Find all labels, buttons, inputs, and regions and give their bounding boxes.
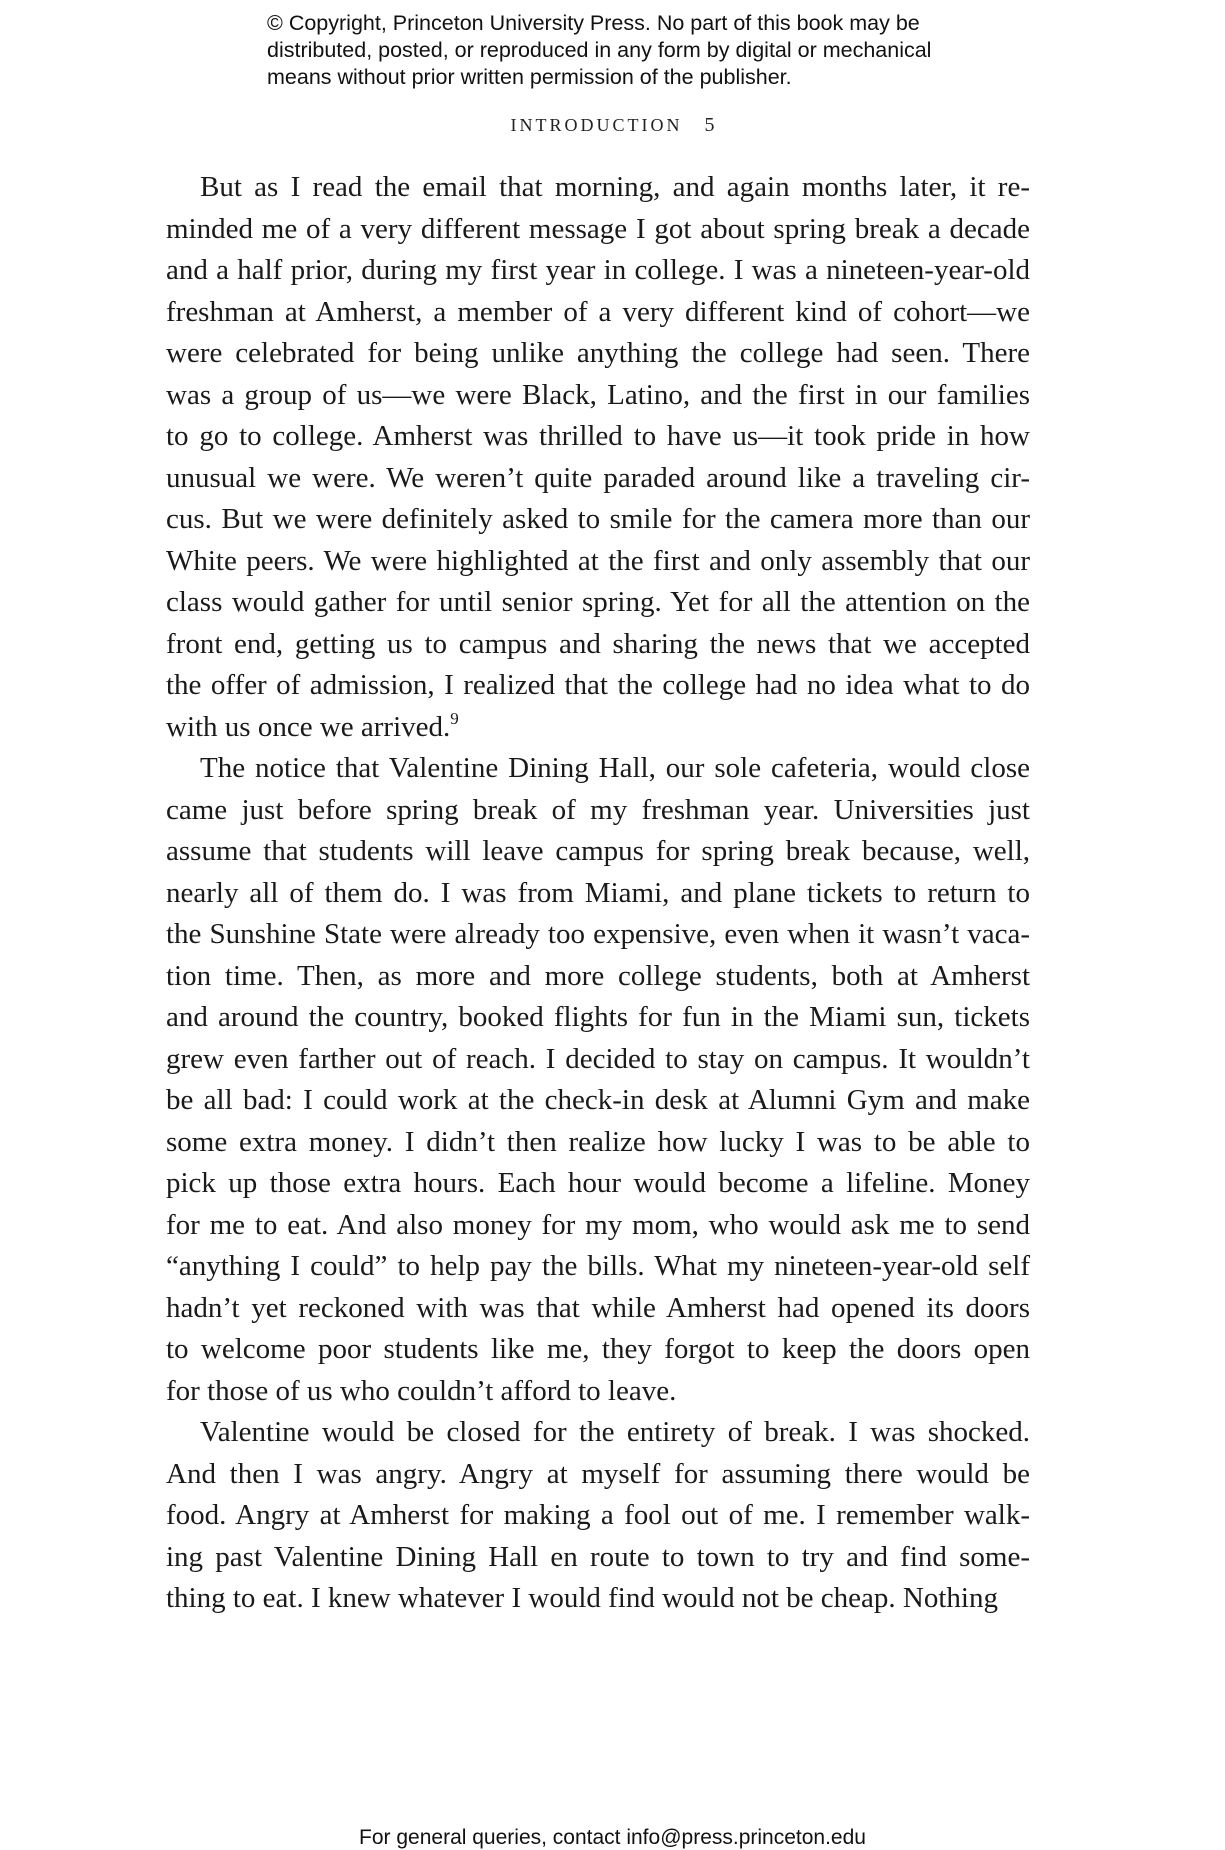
line-text: freshman at Amherst, a member of a very different kind of cohort—we (166, 295, 1030, 328)
line-text: and around the country, booked flights for fun in the Miami sun, tickets (166, 1001, 1030, 1033)
line-text: to welcome poor students like me, they forgot to keep the doors open (166, 1333, 1030, 1365)
text-line (166, 665, 1030, 707)
line-text: The notice that Valentine Dining Hall, our sole cafeteria, would close (200, 752, 1030, 784)
footnote-marker: 9 (450, 708, 459, 728)
text-line (166, 375, 1030, 417)
text-line (166, 416, 1030, 458)
line-text: White peers. We were highlighted at the first and only assembly that our (166, 544, 1030, 577)
text-line (166, 1122, 1030, 1164)
text-line (166, 624, 1030, 666)
line-text: for those of us who couldn’t afford to leave. (166, 1374, 677, 1407)
text-line (166, 1454, 1030, 1496)
text-line (166, 997, 1030, 1039)
text-line (166, 167, 1030, 209)
copyright-line: means without prior written permission of the publisher. (267, 65, 792, 89)
line-text: nearly all of them do. I was from Miami, and plane tickets to return to (166, 876, 1030, 909)
line-text: assume that students will leave campus for spring break because, well, (166, 835, 1030, 867)
line-text: food. Angry at Amherst for making a fool out of me. I remember walk- (166, 1499, 1030, 1531)
line-text: thing to eat. I knew whatever I would find would not be cheap. Nothing (166, 1582, 998, 1614)
line-text: But as I read the email that morning, and again months later, it re- (200, 171, 1030, 203)
text-line (166, 1246, 1030, 1288)
line-text: was a group of us—we were Black, Latino, and the first in our families (166, 378, 1030, 411)
text-line (166, 250, 1030, 292)
text-line (166, 209, 1030, 251)
line-text: pick up those extra hours. Each hour would become a lifeline. Money (166, 1167, 1030, 1199)
text-line (166, 582, 1030, 624)
line-text: the Sunshine State were already too expensive, even when it wasn’t vaca- (166, 918, 1030, 950)
text-line (166, 914, 1030, 956)
line-text: “anything I could” to help pay the bills. What my nineteen-year-old self (166, 1250, 1030, 1282)
text-line (166, 748, 1030, 790)
chapter-title: INTRODUCTION (510, 115, 683, 135)
running-head (0, 114, 1225, 137)
line-text: came just before spring break of my freshman year. Universities just (166, 793, 1030, 826)
text-line (166, 1205, 1030, 1247)
copyright-line: distributed, posted, or reproduced in any form by digital or mechanical (267, 38, 932, 62)
text-line (166, 873, 1030, 915)
text-line (166, 1163, 1030, 1205)
text-line (166, 956, 1030, 998)
text-line (166, 333, 1030, 375)
paragraph (166, 167, 1030, 748)
line-text: the offer of admission, I realized that the college had no idea what to do (166, 669, 1030, 701)
text-line (166, 541, 1030, 583)
text-line (166, 292, 1030, 334)
line-text: with us once we arrived. (166, 710, 451, 743)
paragraph (166, 1412, 1030, 1620)
line-text: front end, getting us to campus and sharing the news that we accepted (166, 627, 1030, 660)
line-text: some extra money. I didn’t then realize how lucky I was to be able to (166, 1125, 1030, 1158)
line-text: Valentine would be closed for the entirety of break. I was shocked. (200, 1416, 1030, 1448)
body-text (166, 167, 1030, 1620)
line-text: and a half prior, during my first year in college. I was a nineteen-year-old (166, 254, 1030, 286)
text-line (166, 1039, 1030, 1081)
footer-contact: For general queries, contact info@press.princeton.edu (359, 1826, 866, 1849)
paragraph (166, 748, 1030, 1412)
text-line (166, 1537, 1030, 1579)
line-text: for me to eat. And also money for my mom, who would ask me to send (166, 1208, 1030, 1241)
text-line (166, 1080, 1030, 1122)
text-line (166, 831, 1030, 873)
copyright-line: © Copyright, Princeton University Press. No part of this book may be (267, 11, 920, 35)
line-text: to go to college. Amherst was thrilled to have us—it took pride in how (166, 420, 1030, 452)
text-line (166, 707, 1030, 749)
line-text: And then I was angry. Angry at myself for assuming there would be (166, 1457, 1030, 1490)
text-line (166, 1288, 1030, 1330)
text-line (166, 1578, 1030, 1620)
line-text: unusual we were. We weren’t quite paraded around like a traveling cir- (166, 461, 1030, 494)
text-line (166, 1495, 1030, 1537)
copyright-notice (267, 10, 1027, 91)
line-text: tion time. Then, as more and more college students, both at Amherst (166, 959, 1030, 992)
line-text: grew even farther out of reach. I decided to stay on campus. It wouldn’t (166, 1042, 1030, 1075)
text-line (166, 1371, 1030, 1413)
text-line (166, 790, 1030, 832)
line-text: ing past Valentine Dining Hall en route to town to try and find some- (166, 1540, 1030, 1573)
line-text: hadn’t yet reckoned with was that while Amherst had opened its doors (166, 1291, 1030, 1324)
line-text: were celebrated for being unlike anything the college had seen. There (166, 337, 1030, 369)
line-text: minded me of a very different message I got about spring break a decade (166, 212, 1030, 245)
text-line (166, 1329, 1030, 1371)
line-text: class would gather for until senior spring. Yet for all the attention on the (166, 586, 1030, 618)
page-number: 5 (704, 114, 715, 136)
line-text: be all bad: I could work at the check-in desk at Alumni Gym and make (166, 1084, 1030, 1116)
text-line (166, 458, 1030, 500)
line-text: cus. But we were definitely asked to smile for the camera more than our (166, 503, 1030, 535)
text-line (166, 499, 1030, 541)
text-line (166, 1412, 1030, 1454)
